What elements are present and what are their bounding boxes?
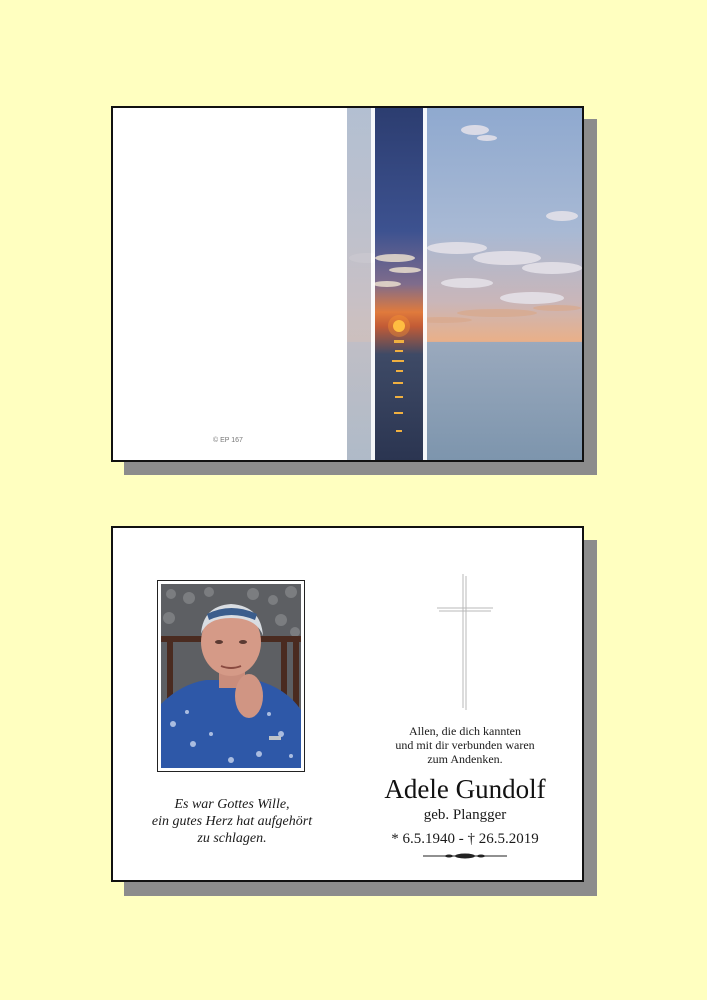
memorial-text xyxy=(349,724,581,766)
deceased-name: Adele Gundolf xyxy=(384,774,546,804)
card-inside xyxy=(111,526,584,882)
copyright-note: © EP 167 xyxy=(213,437,243,444)
memorial-line: Allen, die dich kannten xyxy=(409,724,521,738)
verse-line: zu schlagen. xyxy=(197,831,267,846)
card-front xyxy=(111,106,584,462)
life-dates: * 6.5.1940 - † 26.5.2019 xyxy=(391,831,539,847)
verse-line: ein gutes Herz hat aufgehört xyxy=(151,814,313,829)
memorial-line: und mit dir verbunden waren xyxy=(395,738,535,752)
memorial-line: zum Andenken. xyxy=(427,752,503,766)
birth-name: geb. Plangger xyxy=(423,807,507,823)
cross-icon xyxy=(435,572,495,712)
flourish-divider xyxy=(423,852,507,860)
image-divider xyxy=(371,108,375,460)
verse-line: Es war Gottes Wille, xyxy=(174,797,290,812)
portrait-photo xyxy=(157,580,305,772)
memorial-verse xyxy=(113,796,351,847)
image-divider xyxy=(423,108,427,460)
sunset-image xyxy=(347,108,584,460)
